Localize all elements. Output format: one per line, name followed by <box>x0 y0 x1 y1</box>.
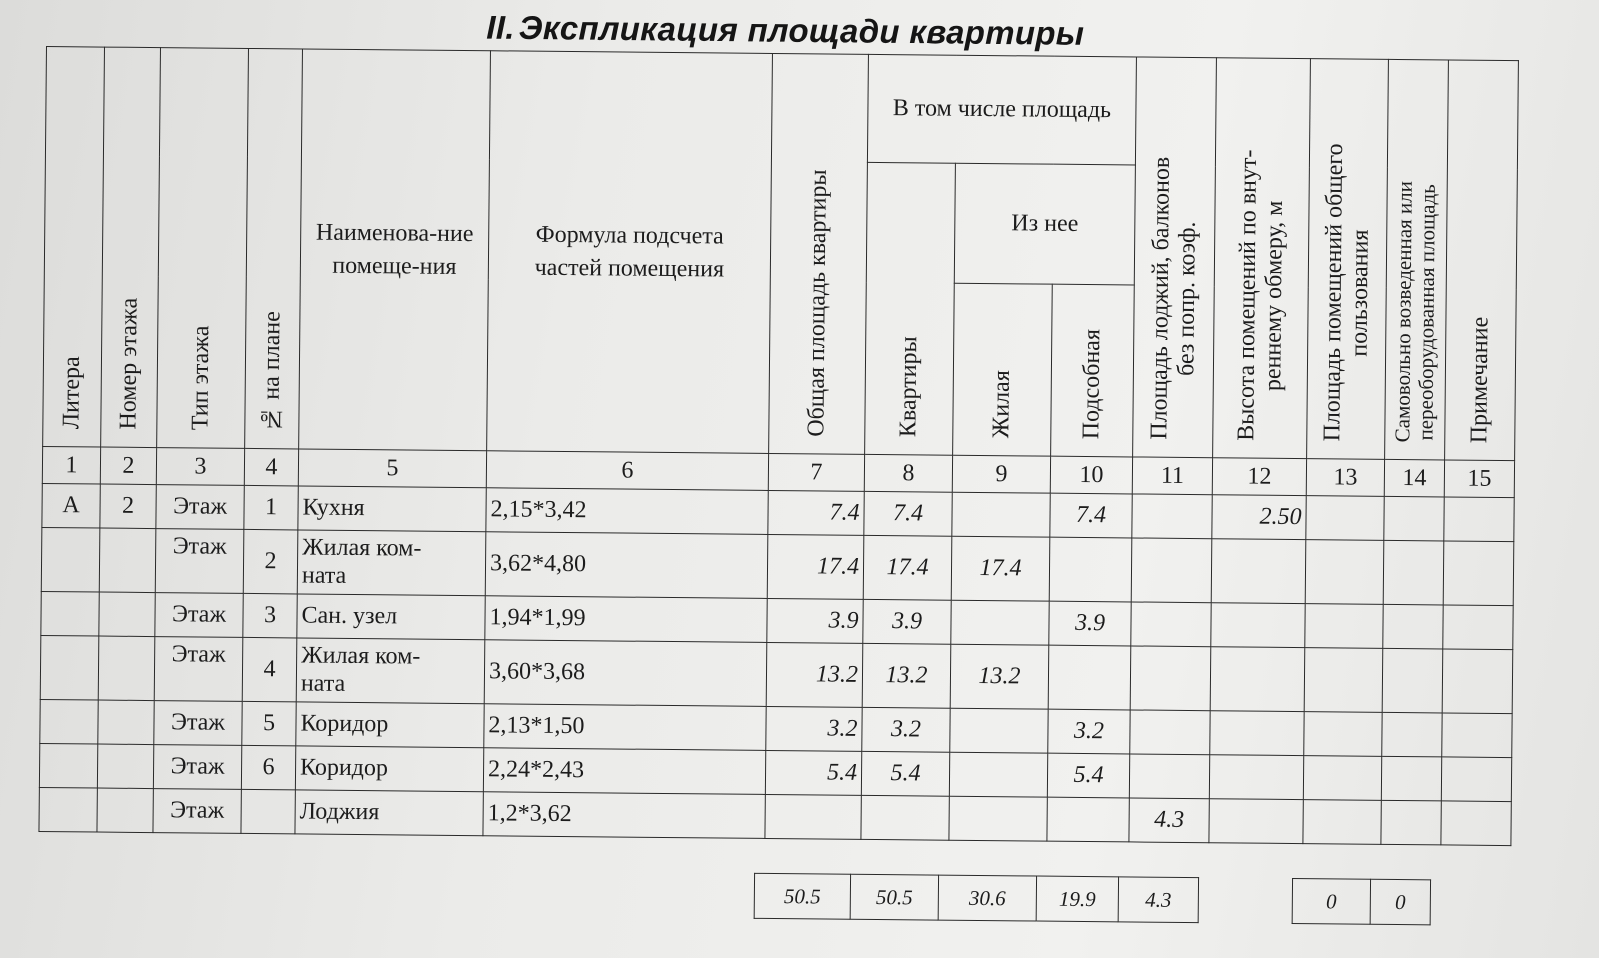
cell-aux <box>1048 645 1131 710</box>
cell-litera <box>40 699 98 744</box>
cell-note <box>1441 757 1511 802</box>
column-number: 1 <box>42 446 100 484</box>
column-number: 7 <box>768 453 864 491</box>
section-number: II. <box>486 8 515 46</box>
cell-plan-number: 3 <box>243 593 297 638</box>
column-number: 12 <box>1212 458 1306 496</box>
cell-common <box>1304 648 1383 713</box>
cell-litera <box>40 635 99 700</box>
explication-table <box>38 46 1519 846</box>
column-number: 15 <box>1444 460 1514 498</box>
cell-litera <box>41 591 99 636</box>
cell-plan-number: 5 <box>242 701 296 746</box>
cell-formula: 2,24*2,43 <box>483 748 765 795</box>
cell-loggia <box>1129 754 1209 799</box>
cell-room-name: Кухня <box>298 486 486 532</box>
cell-formula: 2,15*3,42 <box>486 488 768 535</box>
cell-aux: 7.4 <box>1050 493 1132 538</box>
cell-loggia <box>1132 494 1212 539</box>
cell-formula: 3,60*3,68 <box>484 640 767 707</box>
column-number: 9 <box>952 455 1050 493</box>
cell-height <box>1211 603 1305 648</box>
cell-common <box>1306 496 1384 541</box>
cell-aux <box>1049 537 1132 602</box>
cell-aux: 3.2 <box>1048 709 1130 754</box>
cell-formula: 3,62*4,80 <box>485 532 768 599</box>
cell-room-name: Жилая ком- ната <box>296 638 485 704</box>
header-floor-type: Тип этажа <box>157 48 249 449</box>
cell-floor <box>99 528 156 593</box>
header-loggia-area: Площадь лоджий, балконов без попр. коэф. <box>1133 57 1217 458</box>
cell-total: 5.4 <box>765 750 861 795</box>
cell-plan-number: 4 <box>242 637 297 702</box>
cell-note <box>1442 713 1512 758</box>
cell-living: 17.4 <box>951 536 1050 601</box>
cell-height <box>1209 755 1303 800</box>
total-loggia: 4.3 <box>1118 877 1198 923</box>
cell-floor <box>98 636 155 701</box>
cell-room-name: Коридор <box>296 702 484 748</box>
cell-height <box>1211 539 1306 604</box>
cell-type: Этаж <box>155 593 243 638</box>
cell-height: 2.50 <box>1212 495 1306 540</box>
header-formula: Формула подсчета частей помещения <box>487 51 773 454</box>
column-number: 14 <box>1384 459 1444 497</box>
cell-selfbuilt <box>1381 756 1441 801</box>
cell-room-name: Лоджия <box>295 790 483 836</box>
cell-note <box>1441 801 1511 846</box>
cell-height <box>1210 711 1304 756</box>
cell-loggia <box>1130 710 1210 755</box>
header-auxiliary: Подсобная <box>1051 284 1135 457</box>
cell-selfbuilt <box>1382 712 1442 757</box>
cell-plan-number: 1 <box>244 485 298 530</box>
cell-common <box>1303 800 1381 845</box>
cell-floor <box>97 788 153 833</box>
cell-living: 13.2 <box>950 644 1049 709</box>
total-common: 0 <box>1292 879 1370 925</box>
cell-loggia: 4.3 <box>1129 798 1209 843</box>
header-floor-number: Номер этажа <box>101 47 161 448</box>
cell-aux: 3.9 <box>1049 601 1131 646</box>
explication-sheet <box>38 46 1534 914</box>
cell-selfbuilt <box>1383 540 1444 605</box>
cell-type: Этаж <box>154 637 243 702</box>
column-number: 4 <box>244 448 298 486</box>
cell-apartment: 17.4 <box>863 535 952 600</box>
cell-litera: А <box>42 483 100 528</box>
cell-apartment: 13.2 <box>862 643 951 708</box>
cell-litera <box>39 743 97 788</box>
cell-height <box>1209 799 1303 844</box>
cell-note <box>1443 605 1513 650</box>
header-plan-number: № на плане <box>245 48 303 448</box>
cell-type: Этаж <box>156 485 244 530</box>
column-number: 13 <box>1306 459 1384 497</box>
column-number: 5 <box>298 449 486 488</box>
column-number: 10 <box>1050 456 1132 494</box>
cell-selfbuilt <box>1384 496 1444 541</box>
cell-room-name: Жилая ком- ната <box>297 530 486 596</box>
cell-apartment: 5.4 <box>861 751 949 796</box>
totals-row <box>754 873 1431 925</box>
cell-total <box>765 794 861 839</box>
total-apartment: 50.5 <box>850 874 938 920</box>
cell-total: 17.4 <box>767 534 864 599</box>
total-area: 50.5 <box>754 873 850 919</box>
column-number: 2 <box>100 447 156 485</box>
header-height: Высота помещений по внут- реннему обмеру, м <box>1213 58 1311 459</box>
cell-formula: 1,2*3,62 <box>483 792 765 839</box>
title-text: Экспликация площади квартиры <box>518 8 1085 52</box>
cell-selfbuilt <box>1382 648 1443 713</box>
column-number: 3 <box>156 448 244 486</box>
cell-aux <box>1047 797 1129 842</box>
header-of-which: Из нее <box>954 163 1135 285</box>
cell-note <box>1442 649 1513 714</box>
header-total-area: Общая площадь квартиры <box>769 53 869 454</box>
total-living: 30.6 <box>938 875 1036 921</box>
cell-common <box>1305 604 1383 649</box>
cell-selfbuilt <box>1381 800 1441 845</box>
cell-common <box>1303 756 1381 801</box>
cell-common <box>1305 540 1384 605</box>
cell-height <box>1210 647 1305 712</box>
cell-apartment <box>861 795 949 840</box>
cell-formula: 1,94*1,99 <box>485 596 767 643</box>
cell-room-name: Сан. узел <box>297 594 485 640</box>
cell-loggia <box>1131 538 1212 603</box>
cell-formula: 2,13*1,50 <box>484 704 766 751</box>
cell-selfbuilt <box>1383 604 1443 649</box>
cell-plan-number: 6 <box>241 745 295 790</box>
cell-floor <box>99 592 155 637</box>
header-litera: Литера <box>43 47 105 448</box>
cell-living <box>950 708 1048 753</box>
cell-plan-number: 2 <box>243 529 298 594</box>
cell-floor <box>97 744 153 789</box>
cell-type: Этаж <box>154 701 242 746</box>
cell-total: 3.9 <box>767 598 863 643</box>
cell-living <box>949 796 1047 841</box>
cell-apartment: 3.2 <box>862 707 950 752</box>
cell-living <box>951 600 1049 645</box>
column-number: 8 <box>864 454 952 492</box>
cell-type: Этаж <box>153 745 241 790</box>
header-note: Примечание <box>1445 60 1519 461</box>
document-title <box>430 8 1085 53</box>
total-auxiliary: 19.9 <box>1036 876 1118 922</box>
cell-plan-number <box>241 789 295 834</box>
cell-common <box>1304 712 1382 757</box>
header-selfbuilt: Самовольно возведенная или переоборудованная площадь <box>1385 59 1449 460</box>
cell-apartment: 7.4 <box>864 491 952 536</box>
cell-aux: 5.4 <box>1047 753 1129 798</box>
column-number: 6 <box>486 451 768 491</box>
cell-type: Этаж <box>153 789 241 834</box>
header-apartment: Квартиры <box>865 162 956 455</box>
cell-total: 13.2 <box>766 642 863 707</box>
header-common-area: Площадь помещений общего пользования <box>1307 59 1389 460</box>
total-selfbuilt: 0 <box>1370 879 1430 925</box>
cell-type: Этаж <box>155 529 244 594</box>
cell-room-name: Коридор <box>295 746 483 792</box>
total-spacer <box>1198 878 1292 924</box>
cell-litera <box>39 787 97 832</box>
cell-living <box>949 752 1047 797</box>
header-living: Жилая <box>953 283 1053 456</box>
header-room-name: Наименова-ние помеще-ния <box>299 49 491 451</box>
cell-loggia <box>1131 602 1211 647</box>
cell-floor: 2 <box>100 484 156 529</box>
cell-total: 7.4 <box>768 490 864 535</box>
cell-apartment: 3.9 <box>863 599 951 644</box>
header-including-area: В том числе площадь <box>867 54 1136 165</box>
column-number: 11 <box>1132 457 1212 495</box>
cell-floor <box>98 700 154 745</box>
cell-total: 3.2 <box>766 706 862 751</box>
cell-litera <box>41 527 100 592</box>
cell-note <box>1443 541 1514 606</box>
cell-loggia <box>1130 646 1211 711</box>
cell-living <box>952 492 1050 537</box>
cell-note <box>1444 497 1514 542</box>
